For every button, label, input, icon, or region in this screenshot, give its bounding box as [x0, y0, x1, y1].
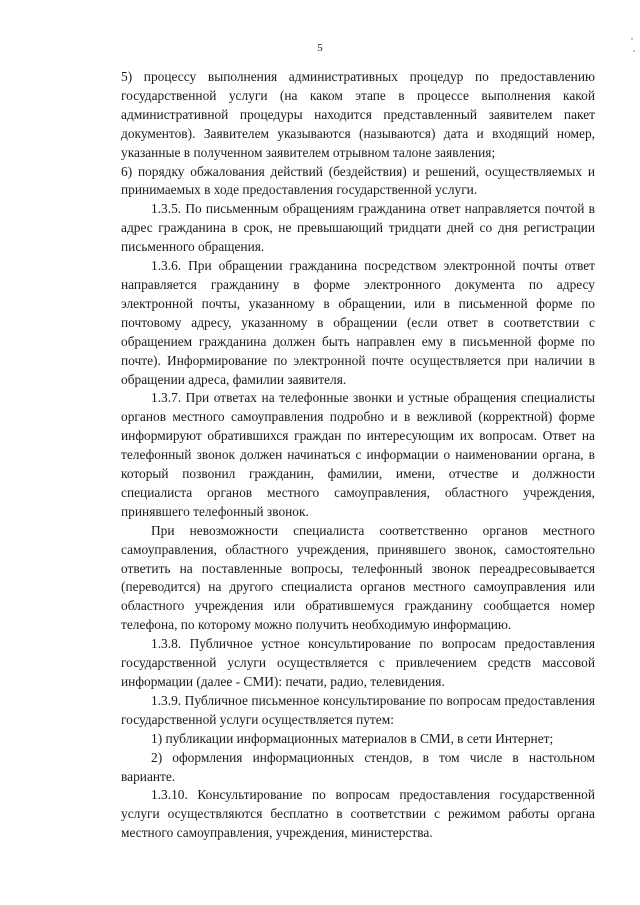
paragraph-1-3-8: 1.3.8. Публичное устное консультирование по вопросам предоставления государственной услуги осуществляется с привлечением средств массовой информации (далее - СМИ): печати, радио, телевидения. — [121, 636, 595, 689]
paragraph-redirect-call: При невозможности специалиста соответственно органов местного самоуправления, областного учреждения, принявшего звонок, самостоятельно ответить на поставленные вопросы, телефонный звонок переадресовывается (переводится) на другого специалиста органов местного самоуправления или областного учреждения или обратившемуся гражданину сообщается номер телефона, по которому можно получить необходимую информацию. — [121, 522, 595, 633]
paragraph-1-3-10: 1.3.10. Консультирование по вопросам предоставления государственной услуги осуществляются бесплатно в соответствии с режимом работы органа местного самоуправления, учреждения, министерства. — [121, 787, 595, 841]
paragraph-item-5: 5) процессу выполнения административных процедур по предоставлению государственной услуги (на каком этапе в процессе выполнения какой административной процедуры находится представленный заявителем пакет документов). Заявителем указываются (называются) дата и входящий номер, указанные в полученном заявителем отрывном талоне заявления; — [121, 69, 595, 160]
page-number: 5 — [317, 42, 323, 54]
paragraph-1-3-9: 1.3.9. Публичное письменное консультирование по вопросам предоставления государственной услуги осуществляется путем: — [121, 692, 595, 727]
list-item-publications: 1) публикации информационных материалов в СМИ, в сети Интернет; — [151, 730, 554, 746]
scan-speck — [631, 38, 633, 40]
document-body — [121, 68, 595, 843]
paragraph-item-6: 6) порядку обжалования действий (бездействия) и решений, осуществляемых и принимаемых в ходе предоставления государственной услуги. — [121, 163, 595, 198]
scan-speck — [633, 50, 635, 52]
paragraph-1-3-6: 1.3.6. При обращении гражданина посредством электронной почты ответ направляется гражданину в форме электронного документа по адресу электронной почты, указанному в обращении, или в письменной форме по почтовому адресу, указанному в обращении (если ответ в соответствии с обращением гражданина должен быть направлен ему в письменной форме по почте). Информирование по электронной почте осуществляется при наличии в обращении адреса, фамилии заявителя. — [121, 258, 595, 387]
paragraph-1-3-5: 1.3.5. По письменным обращениям гражданина ответ направляется почтой в адрес гражданина в срок, не превышающий тридцати дней со дня регистрации письменного обращения. — [121, 201, 595, 255]
paragraph-1-3-7: 1.3.7. При ответах на телефонные звонки и устные обращения специалисты органов местного самоуправления подробно и в вежливой (корректной) форме информируют обратившихся граждан по интересующим их вопросам. Ответ на телефонный звонок должен начинаться с информации о наименовании органа, в который позвонил гражданин, фамилии, имени, отчестве и должности специалиста органов местного самоуправления, областного учреждения, принявшего телефонный звонок. — [121, 390, 595, 519]
list-item-stands: 2) оформления информационных стендов, в том числе в настольном варианте. — [121, 749, 595, 784]
